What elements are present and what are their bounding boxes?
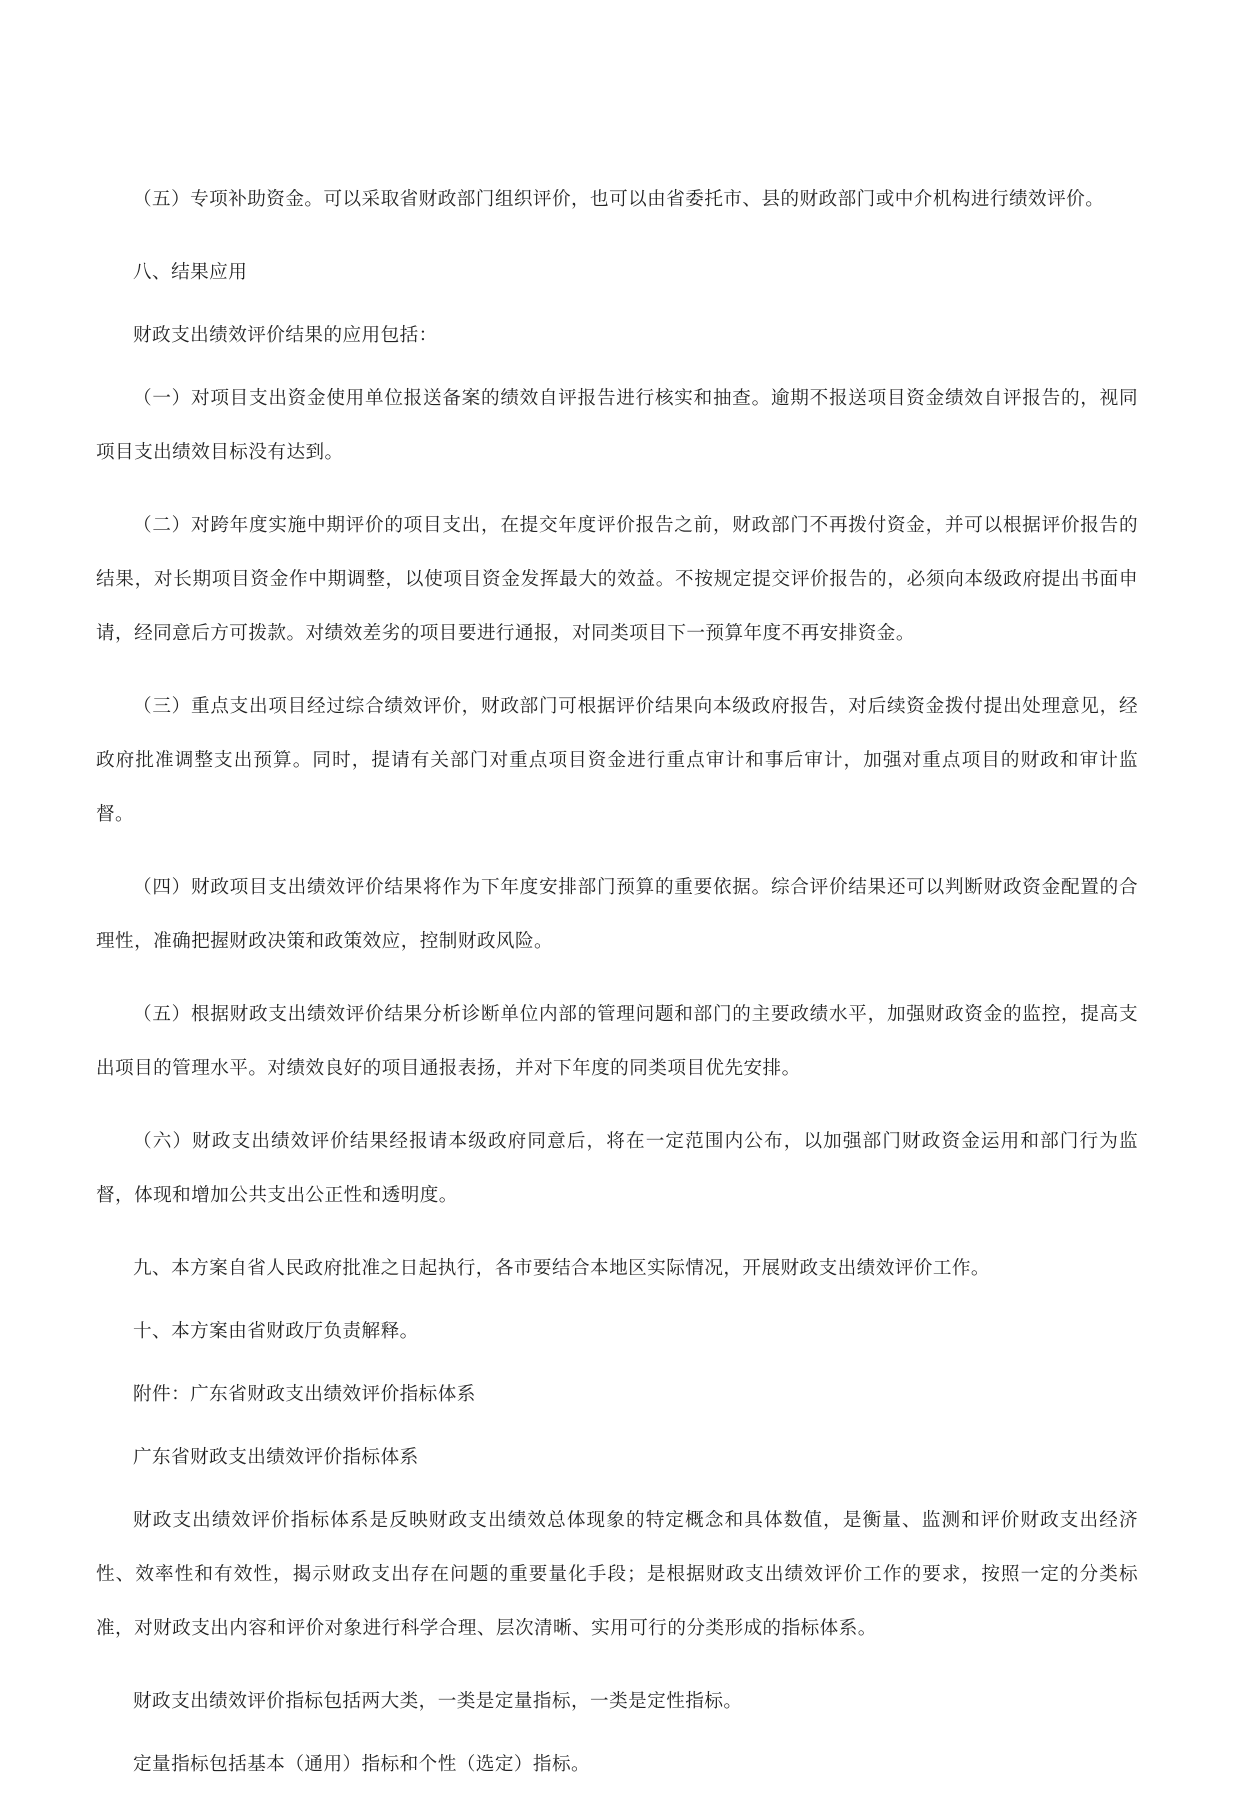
paragraph-attachment: 附件：广东省财政支出绩效评价指标体系 bbox=[133, 1384, 476, 1405]
attachment-title: 广东省财政支出绩效评价指标体系 bbox=[133, 1447, 419, 1468]
paragraph-indicator-definition: 财政支出绩效评价指标体系是反映财政支出绩效总体现象的特定概念和具体数值，是衡量、监测和评价财政支出经济性、效率性和有效性，揭示财政支出存在问题的重要量化手段；是根据财政支出绩效评价工作的要求，按照一定的分类标准，对财政支出内容和评价对象进行科学合理、层次清晰、实用可行的分类形成的指标体系。 bbox=[96, 1510, 1138, 1639]
paragraph-application-intro: 财政支出绩效评价结果的应用包括： bbox=[133, 325, 438, 346]
paragraph-item-6: （六）财政支出绩效评价结果经报请本级政府同意后，将在一定范围内公布，以加强部门财政资金运用和部门行为监督，体现和增加公共支出公正性和透明度。 bbox=[96, 1131, 1138, 1206]
paragraph-indicator-categories: 财政支出绩效评价指标包括两大类，一类是定量指标，一类是定性指标。 bbox=[133, 1691, 743, 1712]
paragraph-section-10: 十、本方案由省财政厅负责解释。 bbox=[133, 1321, 419, 1342]
paragraph-section-9: 九、本方案自省人民政府批准之日起执行，各市要结合本地区实际情况，开展财政支出绩效评价工作。 bbox=[133, 1258, 990, 1279]
paragraph-item-3: （三）重点支出项目经过综合绩效评价，财政部门可根据评价结果向本级政府报告，对后续资金拨付提出处理意见，经政府批准调整支出预算。同时，提请有关部门对重点项目资金进行重点审计和事后审计，加强对重点项目的财政和审计监督。 bbox=[96, 696, 1138, 825]
paragraph-item-4: （四）财政项目支出绩效评价结果将作为下年度安排部门预算的重要依据。综合评价结果还可以判断财政资金配置的合理性，准确把握财政决策和政策效应，控制财政风险。 bbox=[96, 877, 1138, 952]
paragraph-quantitative-indicators: 定量指标包括基本（通用）指标和个性（选定）指标。 bbox=[133, 1754, 591, 1775]
paragraph-item-1: （一）对项目支出资金使用单位报送备案的绩效自评报告进行核实和抽查。逾期不报送项目资金绩效自评报告的，视同项目支出绩效目标没有达到。 bbox=[96, 388, 1138, 463]
paragraph-item-2: （二）对跨年度实施中期评价的项目支出，在提交年度评价报告之前，财政部门不再拨付资金，并可以根据评价报告的结果，对长期项目资金作中期调整，以使项目资金发挥最大的效益。不按规定提交评价报告的，必须向本级政府提出书面申请，经同意后方可拨款。对绩效差劣的项目要进行通报，对同类项目下一预算年度不再安排资金。 bbox=[96, 515, 1138, 644]
heading-result-application: 八、结果应用 bbox=[133, 262, 248, 283]
document-body bbox=[96, 173, 1138, 1801]
paragraph-item-5: （五）根据财政支出绩效评价结果分析诊断单位内部的管理问题和部门的主要政绩水平，加强财政资金的监控，提高支出项目的管理水平。对绩效良好的项目通报表扬，并对下年度的同类项目优先安排。 bbox=[96, 1004, 1138, 1079]
paragraph-special-subsidy: （五）专项补助资金。可以采取省财政部门组织评价，也可以由省委托市、县的财政部门或中介机构进行绩效评价。 bbox=[133, 189, 1105, 210]
